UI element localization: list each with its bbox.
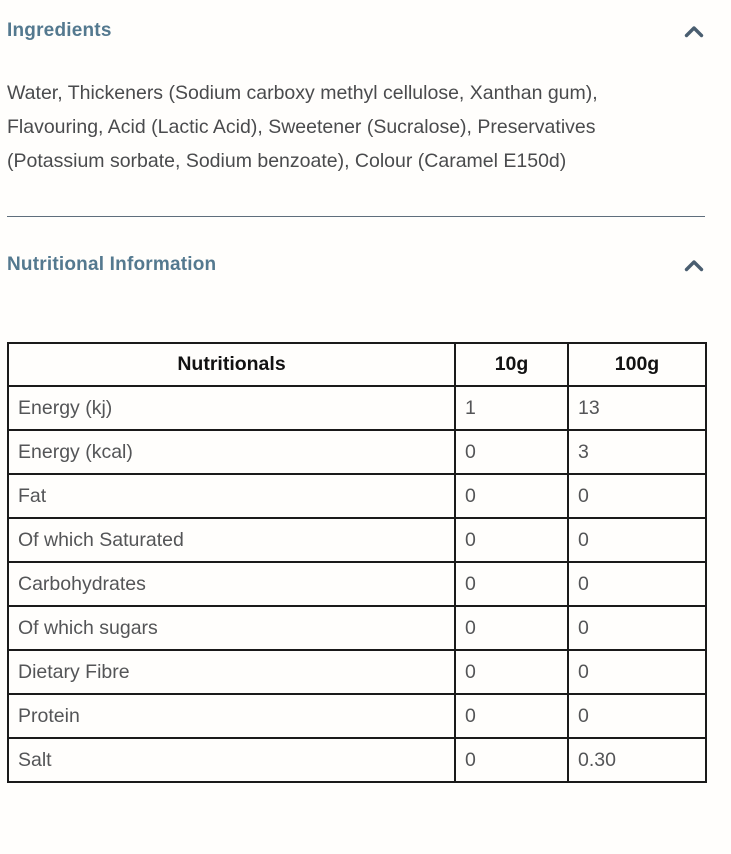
section-divider: [7, 216, 705, 217]
value-cell-10g: 1: [455, 386, 568, 430]
table-row: [8, 650, 706, 694]
ingredients-text: Water, Thickeners (Sodium carboxy methyl cellulose, Xanthan gum), Flavouring, Acid (Lactic Acid), Sweetener (Sucralose), Preservatives (Potassium sorbate, Sodium benzoate), Colour (Caramel E150d): [7, 82, 598, 172]
value-cell-10g: 0: [455, 606, 568, 650]
value-cell-100g: 0: [568, 650, 706, 694]
table-row: [8, 694, 706, 738]
row-label-cell: Energy (kcal): [8, 430, 455, 474]
value-cell-10g: 0: [455, 562, 568, 606]
nutritionals-table: [7, 342, 707, 783]
table-row: [8, 562, 706, 606]
row-label-cell: Protein: [8, 694, 455, 738]
table-row: [8, 518, 706, 562]
table-row: [8, 386, 706, 430]
ingredients-section-header[interactable]: [7, 20, 704, 42]
value-cell-100g: 0: [568, 606, 706, 650]
nutrition-section-title: Nutritional Information: [7, 254, 217, 275]
header-cell-nutritionals: Nutritionals: [8, 343, 455, 386]
row-label-cell: Fat: [8, 474, 455, 518]
chevron-up-icon[interactable]: [684, 259, 704, 272]
value-cell-100g: 0: [568, 562, 706, 606]
row-label-cell: Of which sugars: [8, 606, 455, 650]
table-header-row: [8, 343, 706, 386]
value-cell-10g: 0: [455, 518, 568, 562]
value-cell-10g: 0: [455, 694, 568, 738]
value-cell-100g: 13: [568, 386, 706, 430]
value-cell-100g: 3: [568, 430, 706, 474]
table-row: [8, 474, 706, 518]
value-cell-10g: 0: [455, 430, 568, 474]
row-label-cell: Of which Saturated: [8, 518, 455, 562]
row-label-cell: Energy (kj): [8, 386, 455, 430]
row-label-cell: Dietary Fibre: [8, 650, 455, 694]
value-cell-10g: 0: [455, 738, 568, 782]
ingredients-section-title: Ingredients: [7, 20, 112, 41]
value-cell-100g: 0.30: [568, 738, 706, 782]
table-row: [8, 738, 706, 782]
value-cell-100g: 0: [568, 694, 706, 738]
nutrition-section-header[interactable]: [7, 254, 704, 276]
chevron-up-icon[interactable]: [684, 25, 704, 38]
row-label-cell: Salt: [8, 738, 455, 782]
header-cell-10g: 10g: [455, 343, 568, 386]
row-label-cell: Carbohydrates: [8, 562, 455, 606]
table-row: [8, 606, 706, 650]
table-row: [8, 430, 706, 474]
value-cell-100g: 0: [568, 518, 706, 562]
value-cell-10g: 0: [455, 650, 568, 694]
value-cell-10g: 0: [455, 474, 568, 518]
header-cell-100g: 100g: [568, 343, 706, 386]
value-cell-100g: 0: [568, 474, 706, 518]
